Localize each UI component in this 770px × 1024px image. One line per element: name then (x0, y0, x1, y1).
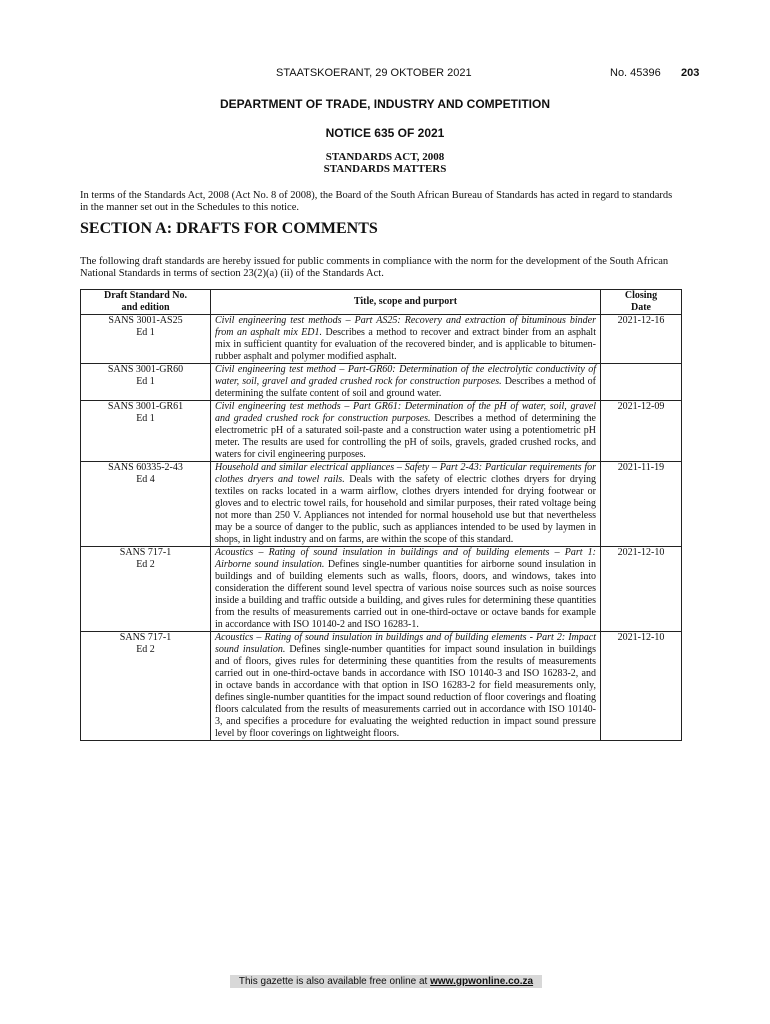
standard-cell (81, 462, 211, 547)
description-cell (211, 364, 601, 401)
gazette-number: No. 45396 (610, 67, 661, 79)
closing-date: 2021-12-10 (601, 632, 682, 741)
standard-description: Describes a method of determining the electrometric pH of a saturated soil-paste and a construction water using a potentiometric pH meter. The results are used for controlling the pH of soils, gravels, graded crushed rocks, and waters for civil engineering purposes. (215, 413, 596, 460)
standard-title: Household and similar electrical appliances – Safety – Part 2-43: Particular requirements for clothes dryers and towel rails. (215, 462, 596, 485)
standard-edition: Ed 1 (136, 376, 155, 387)
section-paragraph: The following draft standards are hereby issued for public comments in compliance with the norm for the development of the South African National Standards in terms of section 23(2)(a) (ii) of the Standards Act. (80, 256, 669, 279)
footer-text: This gazette is also available free online at (238, 976, 431, 987)
act-line-2: STANDARDS MATTERS (323, 163, 447, 175)
table-row (81, 401, 682, 462)
standard-title: Acoustics – Rating of sound insulation in buildings and of building elements – Part 1: Airborne sound insulation. (215, 547, 596, 570)
standard-number: SANS 60335-2-43 (108, 462, 183, 473)
description-cell (211, 547, 601, 632)
standard-number: SANS 717-1 (119, 632, 172, 643)
standard-cell (81, 632, 211, 741)
standard-edition: Ed 2 (136, 644, 155, 655)
header-standard (81, 290, 211, 315)
standard-title: Acoustics – Rating of sound insulation in buildings and of building elements - Part 2: Impact sound insulation. (215, 632, 596, 655)
table-row (81, 462, 682, 547)
table-header-row (81, 290, 682, 315)
standard-description: Describes a method to recover and extract binder from an asphalt mix in sufficient quantity for evaluation of the recovered binder, and is applicable to bitumen-rubber asphalt and polymer modified asphalt. (215, 327, 596, 362)
header-title: Title, scope and purport (211, 290, 601, 315)
standard-edition: Ed 2 (136, 559, 155, 570)
standard-description: Describes a method of determining the sulfate content of soil and ground water. (215, 376, 596, 399)
section-title: SECTION A: DRAFTS FOR COMMENTS (80, 220, 378, 237)
table-row (81, 547, 682, 632)
standard-edition: Ed 1 (136, 327, 155, 338)
standard-number: SANS 3001-GR60 (107, 364, 184, 375)
standard-cell (81, 364, 211, 401)
closing-date (601, 364, 682, 401)
act-line-1: STANDARDS ACT, 2008 (325, 151, 445, 163)
header-date-line-1: Closing (624, 290, 658, 301)
header-date-line-2: Date (631, 302, 651, 313)
notice-title: NOTICE 635 OF 2021 (325, 126, 445, 140)
table-row (81, 364, 682, 401)
table-row (81, 315, 682, 364)
gazette-title: STAATSKOERANT, 29 OKTOBER 2021 (276, 67, 472, 79)
header-closing-date (601, 290, 682, 315)
standard-description: Defines single-number quantities for airborne sound insulation in buildings and of building elements such as walls, floors, doors, and windows, takes into consideration the different sound level spectra of various noise sources such as noise sources inside a building and traffic outside a building, and gives rules for determining these quantities from the results of measurements carried out in one-third-octave or octave bands for example in accordance with ISO 10140-2 and ISO 16283-1. (215, 559, 596, 630)
standard-cell (81, 547, 211, 632)
page-number: 203 (681, 67, 700, 79)
standard-cell (81, 401, 211, 462)
department-title: DEPARTMENT OF TRADE, INDUSTRY AND COMPETITION (220, 97, 550, 111)
table-row (81, 632, 682, 741)
header-standard-line-2: and edition (121, 302, 170, 313)
standard-description: Deals with the safety of electric clothes dryers for drying textiles on racks located in a warm airflow, clothes dryers intended for drying footwear or gloves and to electric towel rails, for household and similar purposes, their rated voltage being not more than 250 V. Appliances not intended for normal household use but that nevertheless may be a source of danger to the public, such as appliances intended to be used by laymen in shops, in light industry and on farms, are within the scope of this standard. (215, 474, 596, 545)
standard-edition: Ed 4 (136, 474, 155, 485)
description-cell (211, 315, 601, 364)
intro-paragraph: In terms of the Standards Act, 2008 (Act No. 8 of 2008), the Board of the South African Bureau of Standards has acted in regard to standards in the manner set out in the Schedules to this notice. (80, 190, 673, 213)
standard-edition: Ed 1 (136, 413, 155, 424)
footer-link[interactable]: www.gpwonline.co.za (430, 976, 534, 987)
header-standard-line-1: Draft Standard No. (103, 290, 188, 301)
closing-date: 2021-12-10 (601, 547, 682, 632)
closing-date: 2021-12-09 (601, 401, 682, 462)
closing-date: 2021-12-16 (601, 315, 682, 364)
standard-title: Civil engineering test methods – Part AS25: Recovery and extraction of bituminous binder from an asphalt mix ED1. (215, 315, 596, 338)
page-footer (230, 975, 542, 988)
description-cell (211, 632, 601, 741)
standard-number: SANS 3001-GR61 (107, 401, 184, 412)
act-heading (0, 151, 770, 175)
description-cell (211, 401, 601, 462)
description-cell (211, 462, 601, 547)
standard-number: SANS 717-1 (119, 547, 172, 558)
standard-title: Civil engineering test method – Part-GR60: Determination of the electrolytic conductivity of water, soil, gravel and graded crushed rock for construction purposes. (215, 364, 596, 387)
standards-table (80, 289, 682, 741)
closing-date: 2021-11-19 (601, 462, 682, 547)
standard-cell (81, 315, 211, 364)
standard-number: SANS 3001-AS25 (108, 315, 183, 326)
page-header (0, 64, 770, 82)
standard-title: Civil engineering test methods – Part GR61: Determination of the pH of water, soil, gravel and graded crushed rock for construction purposes. (215, 401, 596, 424)
standard-description: Defines single-number quantities for impact sound insulation in buildings and of floors, gives rules for determining these quantities from the results of measurements carried out in one-third-octave bands in accordance with ISO 10140-3 and ISO 16283-2, and in octave bands in accordance with that option in ISO 16283-2 for field measurements only, defines single-number quantities for the impact sound reduction of floor coverings and floating floors calculated from the results of measurements carried out in accordance with ISO 10140-3, and specifies a procedure for evaluating the weighted reduction in impact sound pressure level by floor coverings on lightweight floors. (215, 644, 596, 739)
